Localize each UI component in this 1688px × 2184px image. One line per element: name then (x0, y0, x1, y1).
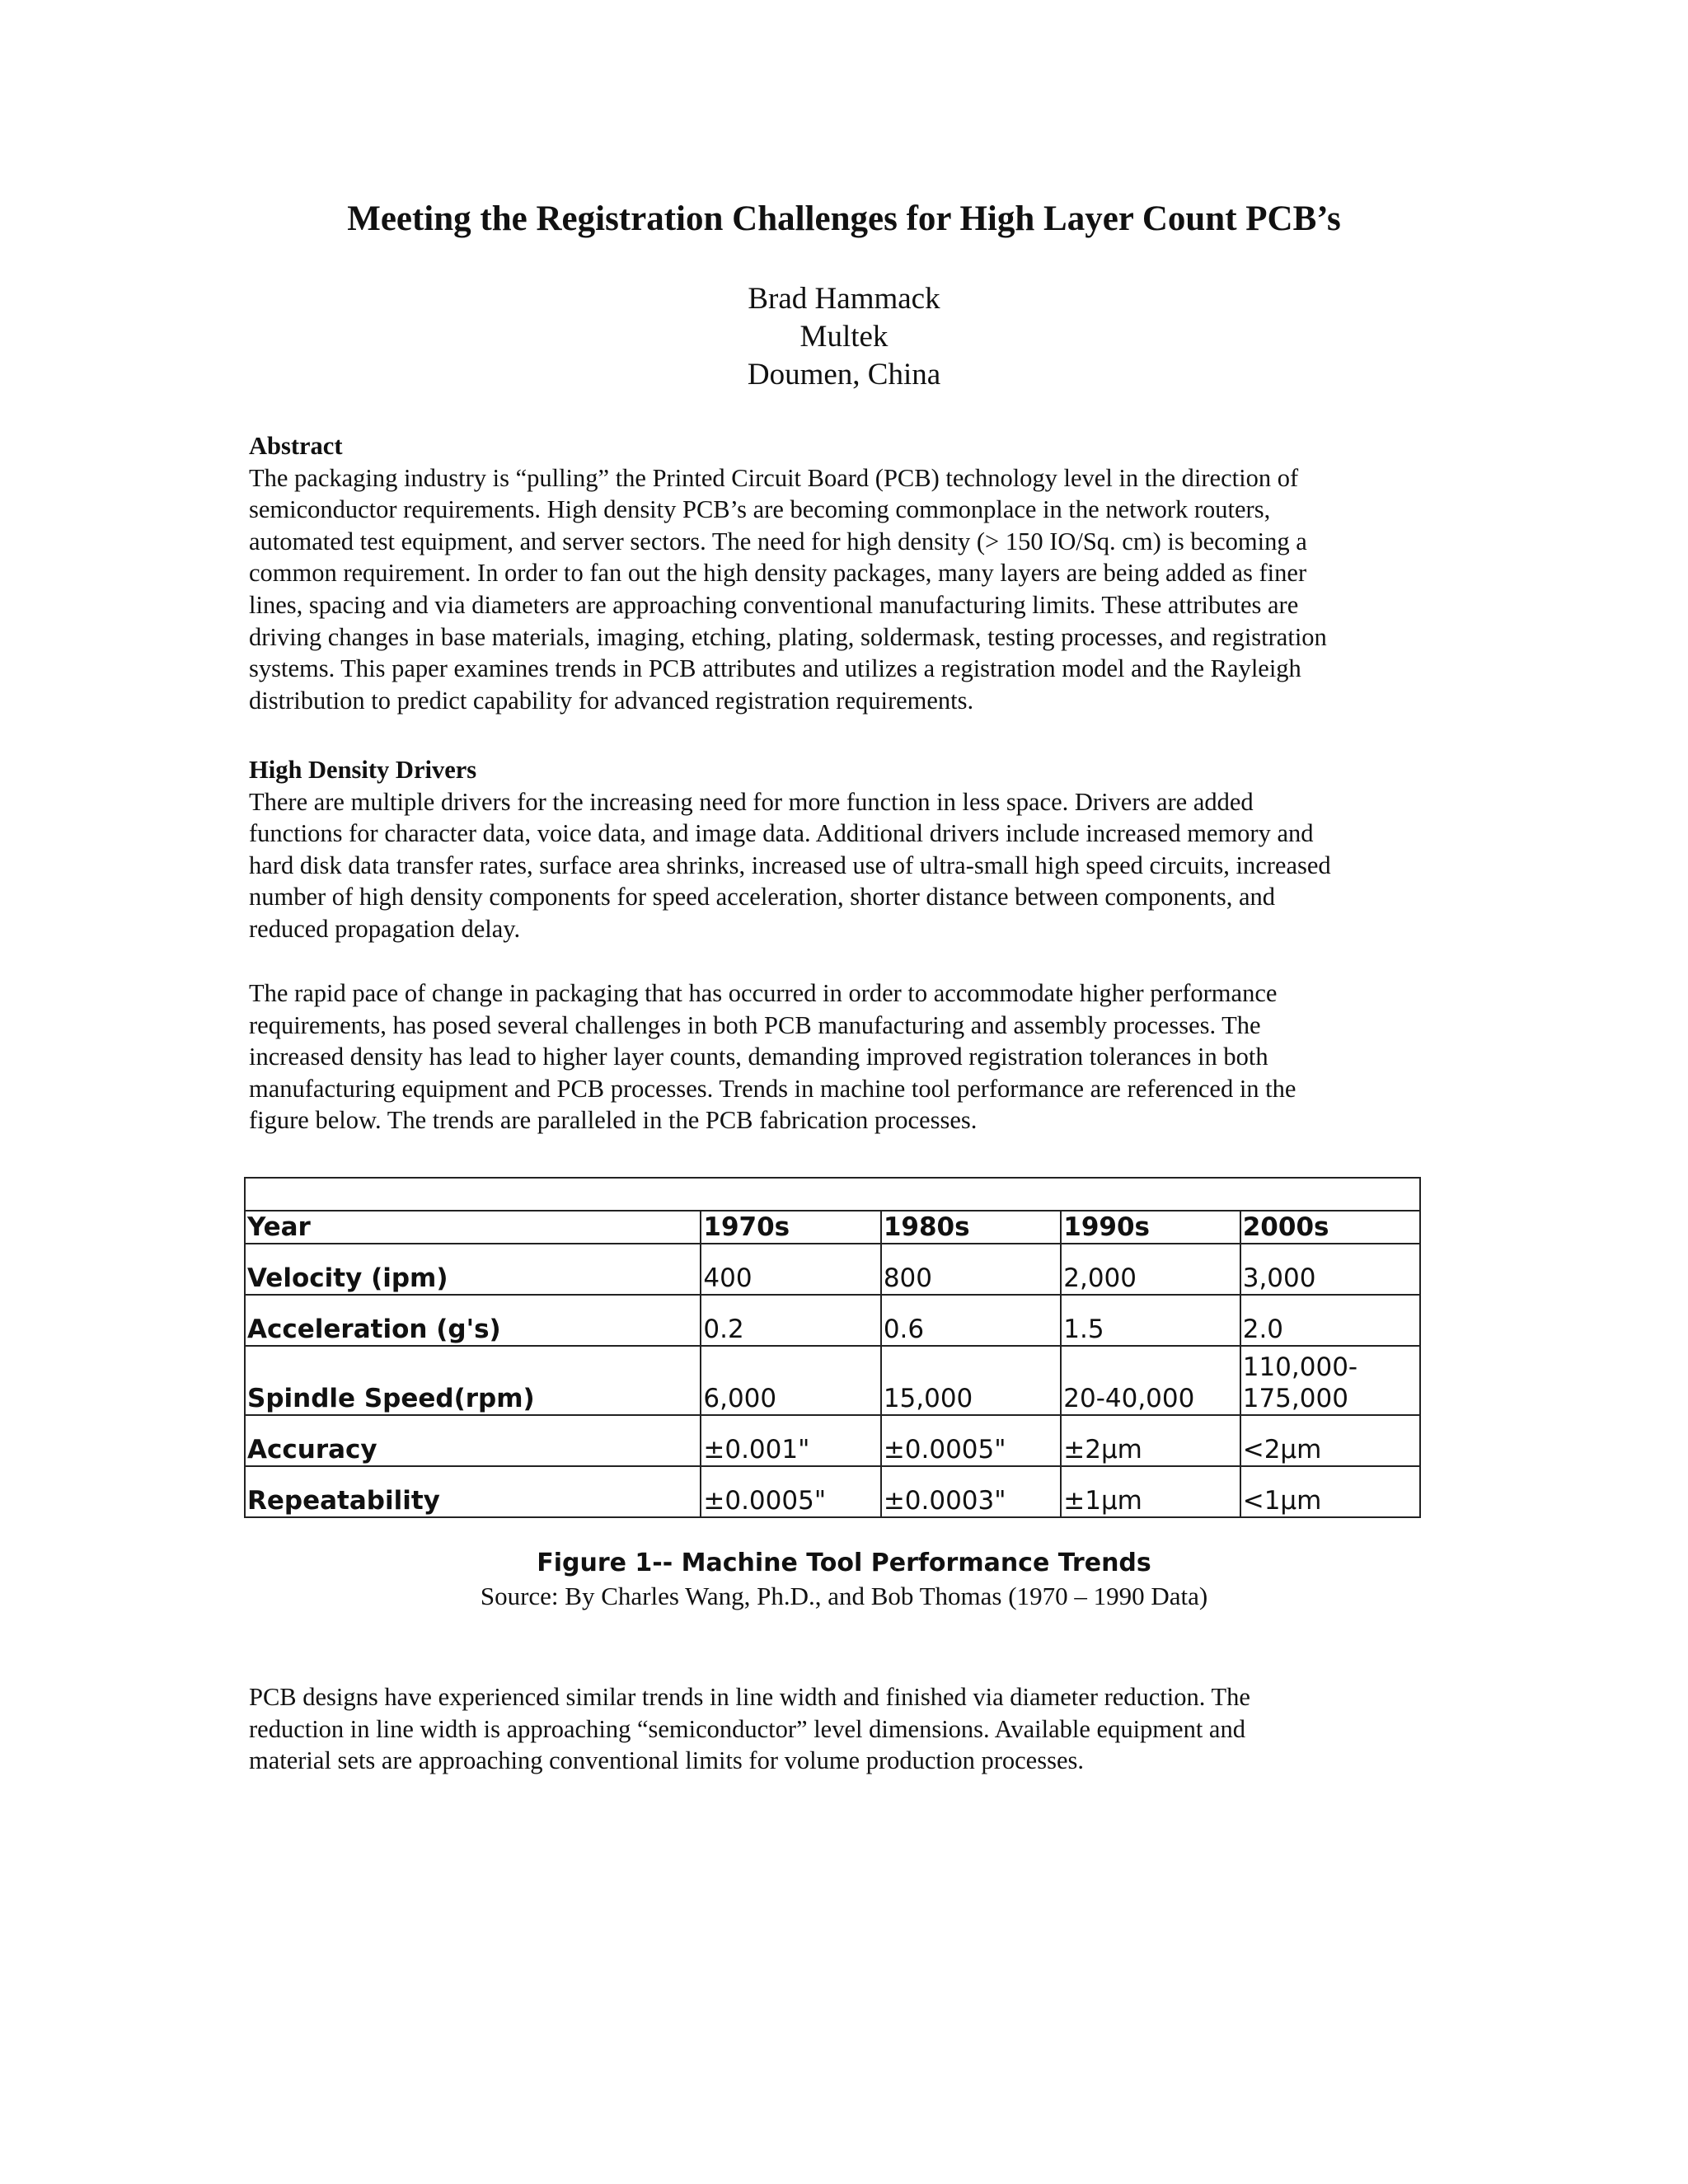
header-cell-year: Year (245, 1211, 701, 1244)
body-line: material sets are approaching conventional limits for volume production processes. (249, 1746, 1084, 1775)
row-label: Repeatability (245, 1466, 701, 1517)
figure-caption-block (0, 1547, 1688, 1613)
table-cell: 20-40,000 (1061, 1346, 1240, 1415)
abstract-line: semiconductor requirements. High density PCB’s are becoming commonplace in the network routers, (249, 495, 1271, 524)
abstract-line: common requirement. In order to fan out the high density packages, many layers are being added as finer (249, 559, 1307, 588)
abstract-line: systems. This paper examines trends in PCB attributes and utilizes a registration model and the Rayleigh (249, 654, 1301, 683)
table-cell: ±0.0003" (881, 1466, 1061, 1517)
packaging-paragraph (249, 977, 1444, 1137)
table-cell: 400 (701, 1244, 880, 1295)
table-cell: ±0.001" (701, 1415, 880, 1466)
drivers-line: functions for character data, voice data, and image data. Additional drivers include increased memory and (249, 819, 1314, 848)
drivers-paragraph (249, 786, 1444, 945)
table-cell: 6,000 (701, 1346, 880, 1415)
row-label: Accuracy (245, 1415, 701, 1466)
table-blank-row (245, 1178, 1420, 1211)
machine-tool-performance-table (244, 1177, 1421, 1518)
body-line: The rapid pace of change in packaging that has occurred in order to accommodate higher performance (249, 979, 1278, 1007)
table-row-acceleration (245, 1295, 1420, 1346)
abstract-line: The packaging industry is “pulling” the Printed Circuit Board (PCB) technology level in the direction of (249, 463, 1299, 492)
table-cell: <1μm (1240, 1466, 1420, 1517)
abstract-paragraph (249, 462, 1444, 717)
abstract-line: lines, spacing and via diameters are approaching conventional manufacturing limits. These attributes are (249, 590, 1299, 619)
abstract-section (249, 430, 1444, 716)
body-line: PCB designs have experienced similar trends in line width and finished via diameter reduction. The (249, 1683, 1250, 1711)
drivers-heading: High Density Drivers (249, 756, 477, 784)
author-affiliation: Multek (799, 320, 889, 354)
table-blank-cell (245, 1178, 1420, 1211)
author-block (0, 280, 1688, 394)
header-cell-1970s: 1970s (701, 1211, 880, 1244)
author-location: Doumen, China (747, 358, 941, 391)
table-cell: 3,000 (1240, 1244, 1420, 1295)
table-cell: 0.6 (881, 1295, 1061, 1346)
table-cell: 800 (881, 1244, 1061, 1295)
table-cell: 2,000 (1061, 1244, 1240, 1295)
drivers-line: number of high density components for speed acceleration, shorter distance between components, and (249, 883, 1276, 912)
table-cell: 15,000 (881, 1346, 1061, 1415)
table-header-row (245, 1211, 1420, 1244)
header-cell-2000s: 2000s (1240, 1211, 1420, 1244)
table-cell: 0.2 (701, 1295, 880, 1346)
table-cell: ±0.0005" (701, 1466, 880, 1517)
body-line: manufacturing equipment and PCB processes. Trends in machine tool performance are referenced in the (249, 1074, 1296, 1103)
table-cell: 1.5 (1061, 1295, 1240, 1346)
abstract-line: distribution to predict capability for advanced registration requirements. (249, 686, 974, 715)
table-cell: ±2μm (1061, 1415, 1240, 1466)
body-line: increased density has lead to higher layer counts, demanding improved registration tolerances in both (249, 1043, 1268, 1071)
pcb-trends-paragraph (249, 1681, 1444, 1777)
abstract-line: driving changes in base materials, imaging, etching, plating, soldermask, testing processes, and registration (249, 622, 1327, 651)
body-line: requirements, has posed several challenges in both PCB manufacturing and assembly processes. The (249, 1010, 1261, 1039)
figure-source: Source: By Charles Wang, Ph.D., and Bob Thomas (1970 – 1990 Data) (480, 1582, 1208, 1610)
body-line: reduction in line width is approaching “semiconductor” level dimensions. Available equipment and (249, 1714, 1245, 1743)
body-line: figure below. The trends are paralleled in the PCB fabrication processes. (249, 1106, 978, 1135)
table-cell: <2μm (1240, 1415, 1420, 1466)
table-row-repeatability (245, 1466, 1420, 1517)
table-row-accuracy (245, 1415, 1420, 1466)
header-cell-1980s: 1980s (881, 1211, 1061, 1244)
table-cell: 110,000- 175,000 (1240, 1346, 1420, 1415)
author-name: Brad Hammack (748, 282, 940, 316)
abstract-line: automated test equipment, and server sectors. The need for high density (> 150 IO/Sq. cm) is becoming a (249, 527, 1307, 555)
paper-title: Meeting the Registration Challenges for High Layer Count PCB’s (347, 199, 1341, 238)
abstract-heading: Abstract (249, 432, 343, 460)
table-cell: ±0.0005" (881, 1415, 1061, 1466)
table-cell: 2.0 (1240, 1295, 1420, 1346)
drivers-line: There are multiple drivers for the increasing need for more function in less space. Drivers are added (249, 787, 1254, 816)
drivers-section (249, 754, 1444, 945)
drivers-line: hard disk data transfer rates, surface area shrinks, increased use of ultra-small high speed circuits, increased (249, 851, 1331, 879)
table-row-spindle-speed (245, 1346, 1420, 1415)
row-label: Spindle Speed(rpm) (245, 1346, 701, 1415)
row-label: Acceleration (g's) (245, 1295, 701, 1346)
figure-caption: Figure 1-- Machine Tool Performance Trends (537, 1549, 1151, 1577)
header-cell-1990s: 1990s (1061, 1211, 1240, 1244)
table-cell: ±1μm (1061, 1466, 1240, 1517)
drivers-line: reduced propagation delay. (249, 914, 521, 943)
row-label: Velocity (ipm) (245, 1244, 701, 1295)
table-row-velocity (245, 1244, 1420, 1295)
